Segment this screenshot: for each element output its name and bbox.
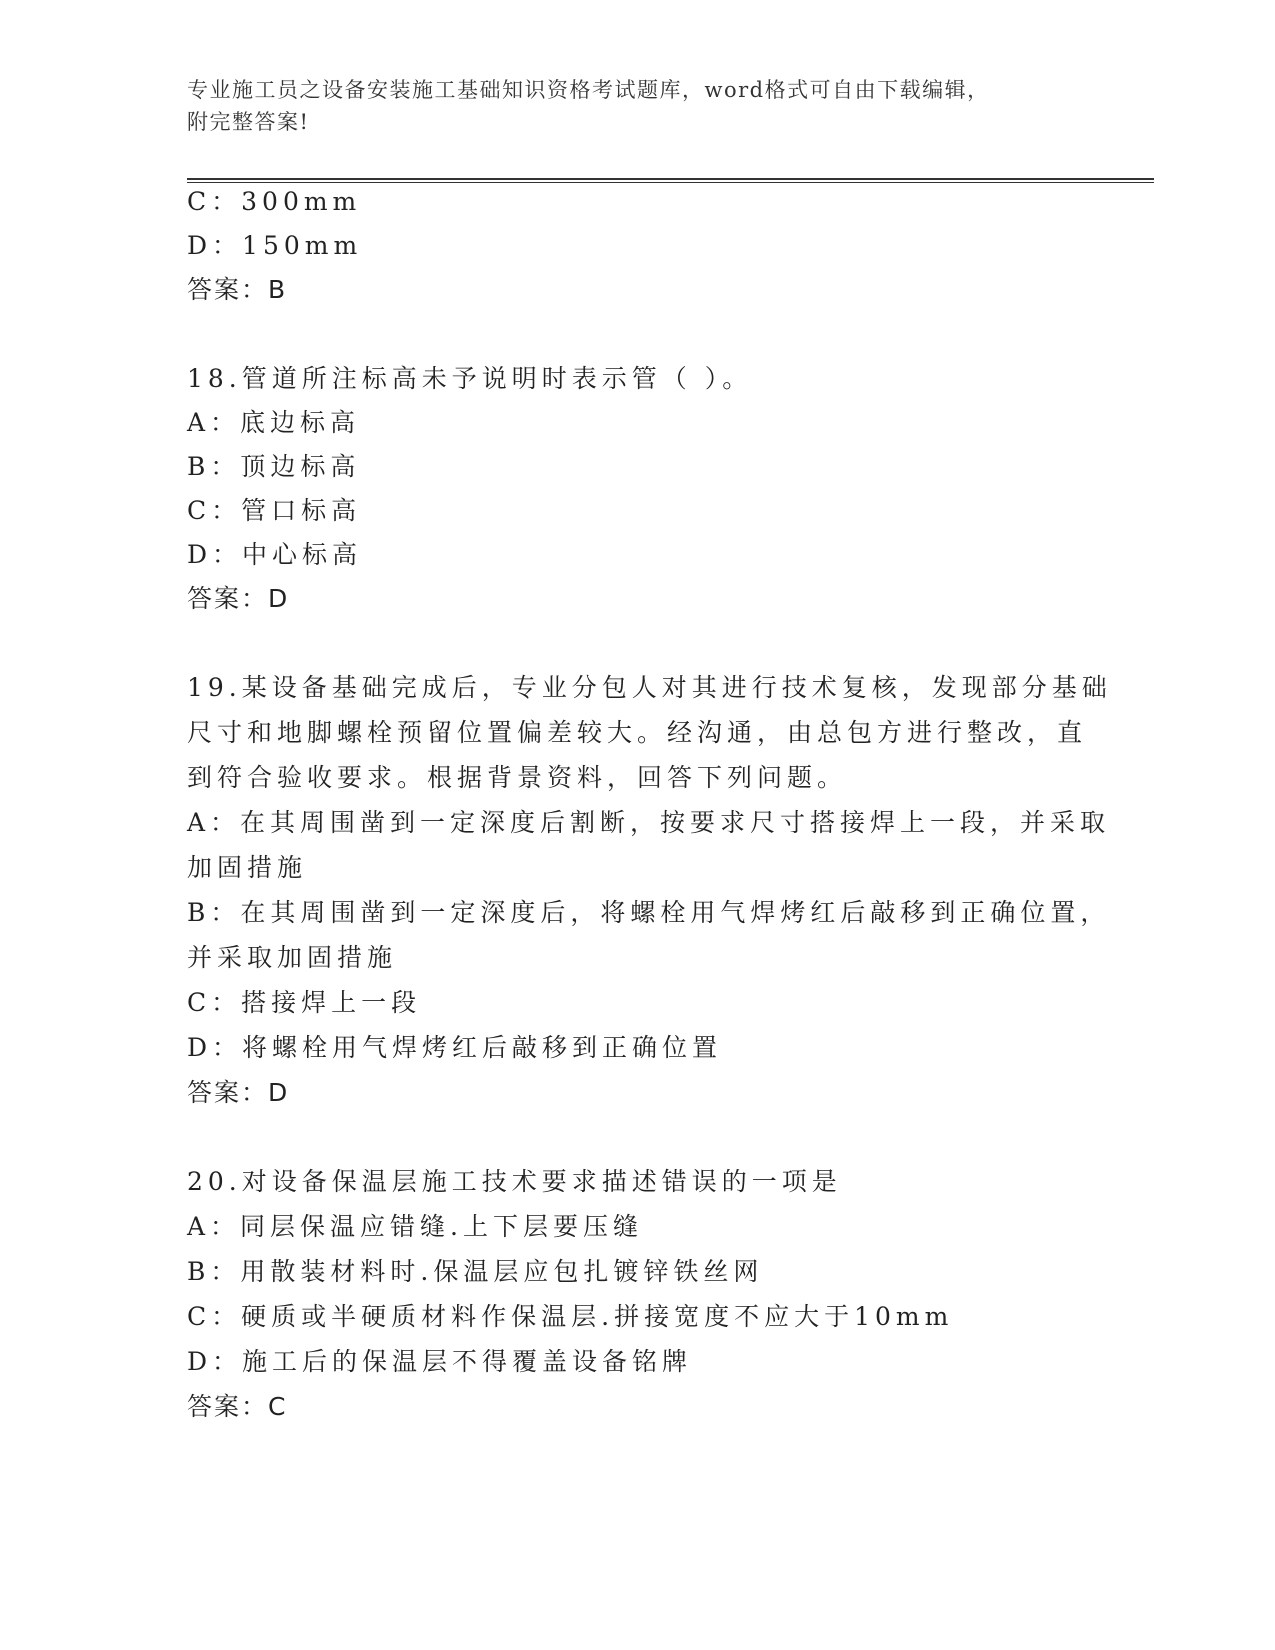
header-line-2: 附完整答案! [187,110,310,134]
q17-option-d: D：150mm [187,231,363,260]
q17-option-c: C：300mm [187,187,362,216]
q20-answer: 答案：C [187,1392,288,1421]
q19-option-b-line-2: 并采取加固措施 [187,943,398,972]
q19-option-b-line-1: B：在其周围凿到一定深度后，将螺栓用气焊烤红后敲移到正确位置， [187,898,1111,927]
q17-answer: 答案：B [187,275,288,304]
q20-option-b: B：用散装材料时.保温层应包扎镀锌铁丝网 [187,1257,764,1286]
q19-question-line-2: 尺寸和地脚螺栓预留位置偏差较大。经沟通，由总包方进行整改，直 [187,718,1088,747]
q18-option-c: C：管口标高 [187,496,362,525]
q20-option-c: C：硬质或半硬质材料作保温层.拼接宽度不应大于10mm [187,1302,954,1331]
document-header [187,74,1067,138]
q18-option-b: B：顶边标高 [187,452,361,481]
q19-option-a-line-2: 加固措施 [187,853,308,882]
q18-option-d: D：中心标高 [187,540,363,569]
header-line-1: 专业施工员之设备安装施工基础知识资格考试题库，word格式可自由下载编辑， [187,78,990,102]
q19-option-c: C：搭接焊上一段 [187,988,422,1017]
q18-option-a: A：底边标高 [187,408,361,437]
q18-answer: 答案：D [187,584,290,613]
header-divider [187,178,1154,183]
q19-answer: 答案：D [187,1078,290,1107]
q19-option-d: D：将螺栓用气焊烤红后敲移到正确位置 [187,1033,723,1062]
q20-option-d: D：施工后的保温层不得覆盖设备铭牌 [187,1347,693,1376]
q18-question: 18.管道所注标高未予说明时表示管（ ）。 [187,364,753,393]
q20-question: 20.对设备保温层施工技术要求描述错误的一项是 [187,1167,842,1196]
q20-option-a: A：同层保温应错缝.上下层要压缝 [187,1212,644,1241]
q19-option-a-line-1: A：在其周围凿到一定深度后割断，按要求尺寸搭接焊上一段，并采取 [187,808,1111,837]
q19-question-line-3: 到符合验收要求。根据背景资料，回答下列问题。 [187,763,848,792]
q19-question-line-1: 19.某设备基础完成后，专业分包人对其进行技术复核，发现部分基础 [187,673,1112,702]
